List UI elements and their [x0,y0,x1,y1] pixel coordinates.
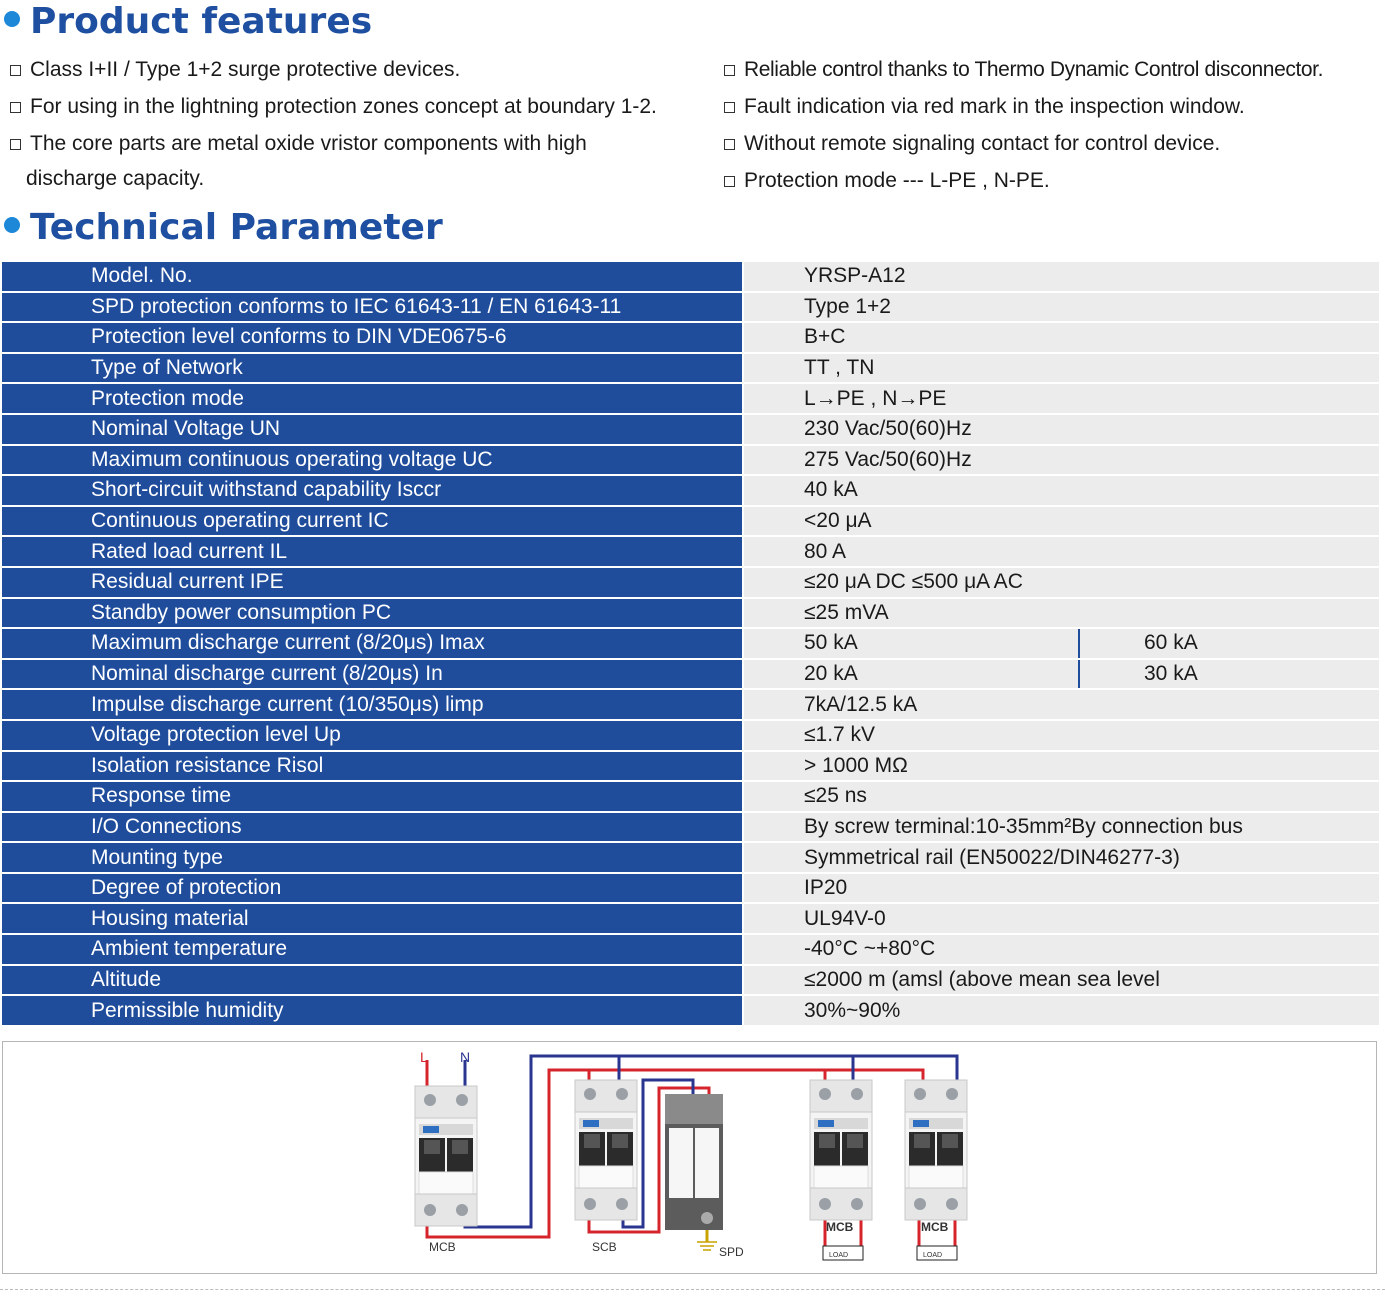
parameter-row [2,996,1379,1027]
parameter-row [2,813,1379,844]
parameter-value: ≤20 μA DC ≤500 μA AC [744,568,1379,599]
parameter-row [2,690,1379,721]
checkbox-square-icon [724,102,735,113]
parameter-value: YRSP-A12 [744,262,1379,293]
checkbox-square-icon [10,65,21,76]
parameter-row [2,262,1379,293]
parameter-label: Continuous operating current IC [2,507,742,538]
spd-device-icon [665,1094,723,1230]
load-mcb-breaker-icon [810,1080,872,1220]
parameter-value: L→PE , N→PE [744,384,1379,415]
parameter-value: UL94V-0 [744,904,1379,935]
parameter-value: Symmetrical rail (EN50022/DIN46277-3) [744,843,1379,874]
technical-title [4,208,443,248]
parameter-label: Residual current IPE [2,568,742,599]
parameter-label: Isolation resistance Risol [2,752,742,783]
parameter-label: Housing material [2,904,742,935]
checkbox-square-icon [10,102,21,113]
parameter-value: By screw terminal:10-35mm²By connection bus [744,813,1379,844]
feature-text: Protection mode --- L-PE , N-PE. [744,169,1050,192]
feature-text-continuation: discharge capacity. [26,167,205,190]
parameter-label: Permissible humidity [2,996,742,1027]
features-title [4,2,372,42]
dashed-divider [0,1289,1385,1290]
parameter-label: Type of Network [2,354,742,385]
parameter-row [2,354,1379,385]
parameter-row [2,843,1379,874]
value-divider [1078,660,1080,691]
mcb-breaker-icon [415,1086,477,1226]
parameter-label: Altitude [2,966,742,997]
parameter-label: Nominal Voltage UN [2,415,742,446]
parameter-value: 7kA/12.5 kA [744,690,1379,721]
feature-item [10,89,710,124]
feature-item [724,89,1385,124]
checkbox-square-icon [724,176,735,187]
wiring-diagram [2,1041,1377,1274]
parameter-label: Model. No. [2,262,742,293]
parameter-row [2,904,1379,935]
parameter-row [2,507,1379,538]
feature-text: Without remote signaling contact for control device. [744,132,1221,155]
technical-parameter-table [2,262,1379,1027]
parameter-value: 275 Vac/50(60)Hz [744,446,1379,477]
parameter-value: -40°C ~+80°C [744,935,1379,966]
mcb-label: MCB [429,1240,456,1254]
parameter-row [2,323,1379,354]
value-divider [1078,629,1080,660]
checkbox-square-icon [10,139,21,150]
parameter-value: 80 A [744,537,1379,568]
parameter-table-body [2,262,1379,1027]
parameter-row [2,599,1379,630]
parameter-label: Rated load current IL [2,537,742,568]
parameter-row [2,476,1379,507]
parameter-label: Nominal discharge current (8/20μs) In [2,660,742,691]
parameter-value: ≤1.7 kV [744,721,1379,752]
parameter-row [2,660,1379,691]
parameter-label: Mounting type [2,843,742,874]
parameter-row [2,537,1379,568]
parameter-label: I/O Connections [2,813,742,844]
parameter-label: SPD protection conforms to IEC 61643-11 / EN 61643-11 [2,293,742,324]
parameter-value: B+C [744,323,1379,354]
load-label: LOAD [923,1252,943,1259]
parameter-label: Standby power consumption PC [2,599,742,630]
parameter-value-split [744,660,1379,691]
parameter-value-alt: 30 kA [1144,661,1198,685]
parameter-label: Maximum discharge current (8/20μs) Imax [2,629,742,660]
load-label: LOAD [829,1252,849,1259]
parameter-value: IP20 [744,874,1379,905]
parameter-label: Protection mode [2,384,742,415]
parameter-value-split [744,629,1379,660]
parameter-value: > 1000 MΩ [744,752,1379,783]
line-label: L [420,1049,428,1065]
feature-text: Fault indication via red mark in the inspection window. [744,95,1245,118]
parameter-row [2,629,1379,660]
parameter-row [2,874,1379,905]
parameter-row [2,966,1379,997]
parameter-value: ≤2000 m (amsl (above mean sea level [744,966,1379,997]
feature-text: The core parts are metal oxide vristor components with high [30,132,587,155]
parameter-row [2,782,1379,813]
parameter-row [2,568,1379,599]
checkbox-square-icon [724,65,735,76]
parameter-label: Degree of protection [2,874,742,905]
feature-text: Reliable control thanks to Thermo Dynamic Control disconnector. [744,58,1324,81]
bullet-dot-icon [4,11,20,27]
parameter-label: Voltage protection level Up [2,721,742,752]
feature-item [724,163,1385,198]
load-mcb-breaker-icon [905,1080,967,1220]
technical-title-text: Technical Parameter [30,207,443,248]
parameter-label: Ambient temperature [2,935,742,966]
feature-item [10,126,710,196]
load-mcb-label: MCB [921,1220,949,1234]
parameter-label: Impulse discharge current (10/350μs) limp [2,690,742,721]
feature-item [724,52,1385,87]
parameter-row [2,415,1379,446]
feature-item [724,126,1385,161]
scb-breaker-icon [575,1080,637,1220]
parameter-value: 50 kA [804,631,858,655]
bullet-dot-icon [4,217,20,233]
parameter-value: ≤25 mVA [744,599,1379,630]
parameter-value: 30%~90% [744,996,1379,1027]
parameter-value: 40 kA [744,476,1379,507]
feature-text: Class I+II / Type 1+2 surge protective devices. [30,58,461,81]
feature-item [10,52,710,87]
parameter-value: <20 μA [744,507,1379,538]
parameter-label: Maximum continuous operating voltage UC [2,446,742,477]
load-mcb-label: MCB [826,1220,854,1234]
parameter-value: Type 1+2 [744,293,1379,324]
features-right-column [724,52,1385,200]
parameter-row [2,752,1379,783]
spd-label: SPD [719,1245,744,1259]
wiring-diagram-svg [3,1042,1378,1275]
scb-label: SCB [592,1240,617,1254]
parameter-label: Protection level conforms to DIN VDE0675-6 [2,323,742,354]
neutral-label: N [460,1049,471,1065]
features-left-column [10,52,710,198]
parameter-value-alt: 60 kA [1144,631,1198,655]
parameter-label: Response time [2,782,742,813]
parameter-value: 230 Vac/50(60)Hz [744,415,1379,446]
parameter-row [2,721,1379,752]
checkbox-square-icon [724,139,735,150]
parameter-value: 20 kA [804,661,858,685]
parameter-row [2,293,1379,324]
features-title-text: Product features [30,1,373,42]
parameter-row [2,446,1379,477]
parameter-label: Short-circuit withstand capability Isccr [2,476,742,507]
feature-text: For using in the lightning protection zones concept at boundary 1-2. [30,95,657,118]
features-list [10,52,1382,202]
parameter-value: ≤25 ns [744,782,1379,813]
parameter-row [2,935,1379,966]
parameter-row [2,384,1379,415]
parameter-value: TT , TN [744,354,1379,385]
